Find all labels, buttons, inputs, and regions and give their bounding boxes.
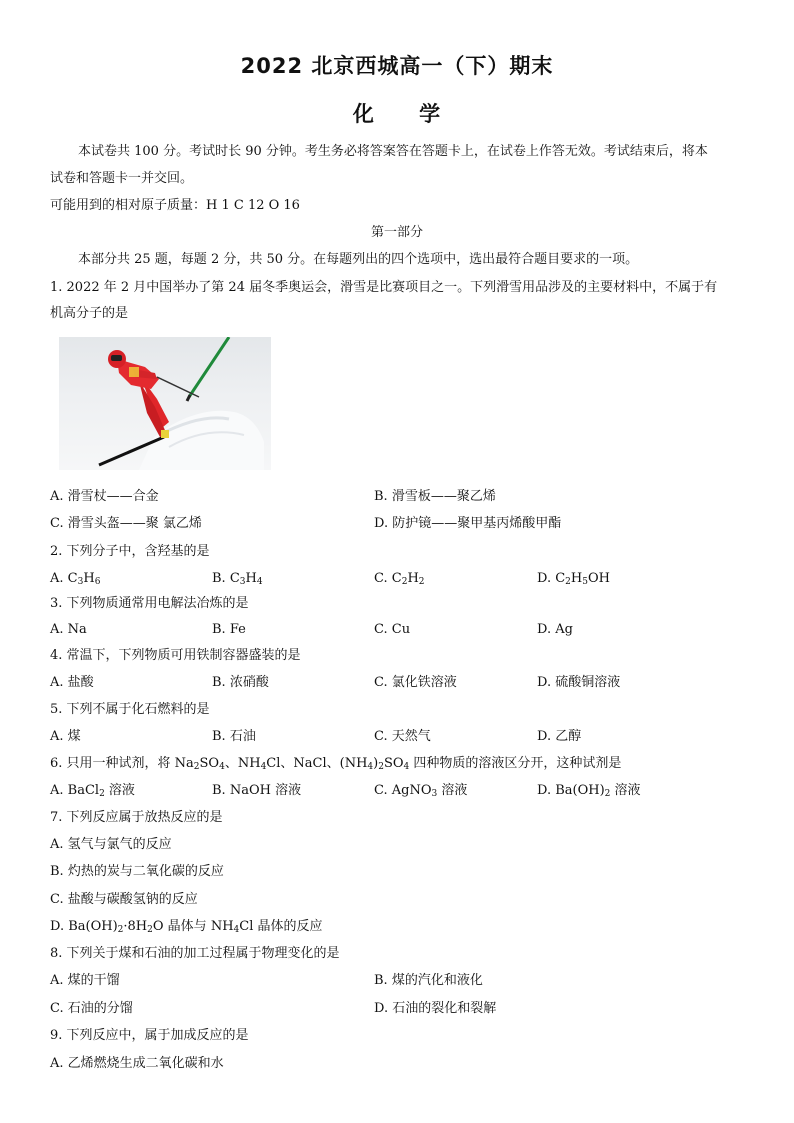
q1-option-d: D. 防护镜——聚甲基丙烯酸甲酯 [374,516,562,531]
q8-stem: 8. 下列关于煤和石油的加工过程属于物理变化的是 [50,946,340,961]
q2-stem: 2. 下列分子中，含羟基的是 [50,544,210,559]
intro-line-1: 本试卷共 100 分。考试时长 90 分钟。考生务必将答案答在答题卡上，在试卷上作答无效。考试结束后，将本 [78,144,708,159]
q2-option-c: C. $C_2H_2$ [374,571,425,587]
q3-option-c: C. Cu [374,622,411,637]
q9-stem: 9. 下列反应中，属于加成反应的是 [50,1028,249,1043]
q8-option-b: B. 煤的汽化和液化 [374,973,483,988]
q7-option-a: A. 氢气与氯气的反应 [50,837,172,852]
q5-option-c: C. 天然气 [374,729,431,744]
q5-option-a: A. 煤 [50,729,81,744]
q7-stem: 7. 下列反应属于放热反应的是 [50,810,223,825]
q1-stem-line-1: 1. 2022 年 2 月中国举办了第 24 届冬季奥运会，滑雪是比赛项目之一。下列滑雪用品涉及的主要材料中，不属于有 [50,280,718,295]
q4-option-d: D. 硫酸铜溶液 [537,675,621,690]
q7-option-d: D. $Ba(OH)_2\cdot 8H_2O$ 晶体与 $NH_4Cl$ 晶体的反应 [50,919,323,935]
q6-option-d: D. $Ba(OH)_2$ 溶液 [537,783,641,799]
part-title: 第一部分 [370,225,423,240]
q6-option-c: C. AgNO$_3$ 溶液 [374,783,468,799]
skier-photo [59,337,271,470]
q4-option-b: B. 浓硝酸 [212,675,269,690]
q3-stem: 3. 下列物质通常用电解法冶炼的是 [50,596,249,611]
q1-option-b: B. 滑雪板——聚乙烯 [374,489,496,504]
q1-stem-line-2: 机高分子的是 [50,306,129,321]
q7-option-c: C. 盐酸与碳酸氢钠的反应 [50,892,198,907]
q6-option-a: A. BaCl$_2$ 溶液 [50,783,135,799]
q4-option-a: A. 盐酸 [50,675,94,690]
q5-option-d: D. 乙醇 [537,729,582,744]
atomic-masses: 可能用到的相对原子质量：H 1 C 12 O 16 [50,198,300,213]
q5-stem: 5. 下列不属于化石燃料的是 [50,702,210,717]
q8-option-a: A. 煤的干馏 [50,973,120,988]
q3-option-a: A. Na [50,622,87,637]
q2-option-a: A. $C_3H_6$ [50,571,101,587]
q9-option-a: A. 乙烯燃烧生成二氧化碳和水 [50,1056,224,1071]
q2-option-d: D. $C_2H_5OH$ [537,571,610,587]
q8-option-d: D. 石油的裂化和裂解 [374,1001,497,1016]
q6-stem: 6. 只用一种试剂，将 $Na_2SO_4$、$NH_4Cl$、NaCl、$(NH_4)_2SO_4$ 四种物质的溶液区分开，这种试剂是 [50,756,622,772]
q8-option-c: C. 石油的分馏 [50,1001,133,1016]
q1-option-a: A. 滑雪杖——合金 [50,489,159,504]
exam-title: 2022 北京西城高一（下）期末 [240,54,554,78]
q3-option-d: D. Ag [537,622,573,637]
q5-option-b: B. 石油 [212,729,256,744]
q1-option-c: C. 滑雪头盔——聚 氯乙烯 [50,516,202,531]
q4-stem: 4. 常温下，下列物质可用铁制容器盛装的是 [50,648,301,663]
skier-illustration [59,337,271,470]
q4-option-c: C. 氯化铁溶液 [374,675,457,690]
q6-option-b: B. NaOH 溶液 [212,783,302,798]
intro-line-2: 试卷和答题卡一并交回。 [50,171,194,186]
q6-stem-end: 四种物质的溶液区分开，这种试剂是 [413,756,622,771]
q2-option-b: B. $C_3H_4$ [212,571,263,587]
subject-title: 化 学 [352,102,442,126]
q3-option-b: B. Fe [212,622,246,637]
q7-option-b: B. 灼热的炭与二氧化碳的反应 [50,864,224,879]
part-description: 本部分共 25 题，每题 2 分，共 50 分。在每题列出的四个选项中，选出最符合题目要求的一项。 [78,252,639,267]
